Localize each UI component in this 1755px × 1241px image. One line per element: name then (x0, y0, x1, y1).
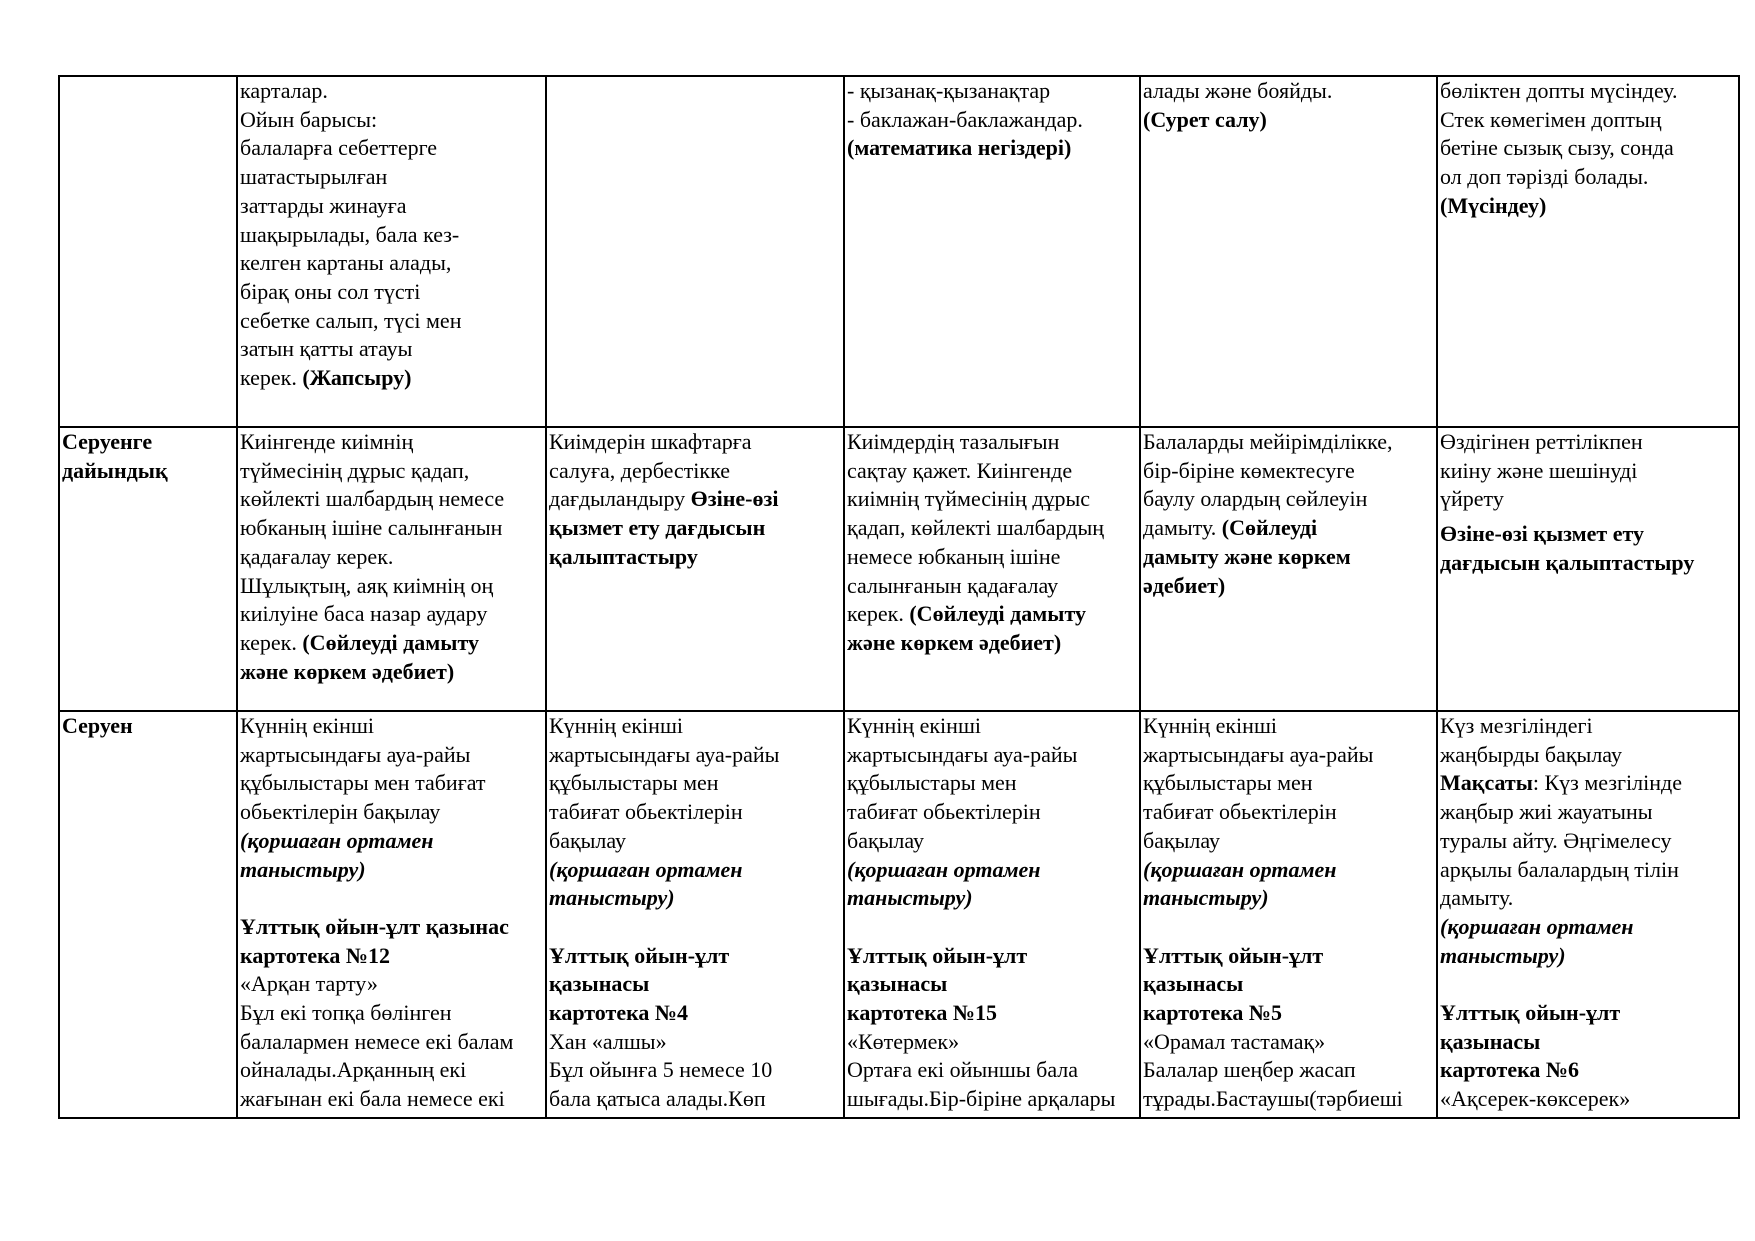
game-title: Ұлттық ойын-ұлт қазынас (240, 913, 509, 939)
cell-text: табиғат обьектілерін (549, 799, 743, 825)
subject-label: (қоршаған ортамен (1440, 913, 1634, 939)
cell-text: «Арқан тарту» (240, 971, 378, 997)
table-cell (546, 76, 844, 427)
cell-text: Киімдерін шкафтарға (549, 429, 752, 454)
cell-text: балаларға себеттерге (240, 135, 438, 161)
game-title: картотека №15 (847, 1000, 998, 1026)
table-cell (1140, 76, 1437, 427)
subject-label: (қоршаған ортамен (847, 856, 1041, 882)
game-title: қазынасы (1143, 971, 1244, 997)
cell-text: затын қатты атауы (240, 336, 413, 362)
cell-text: Шұлықтың, аяқ киімнің оң (240, 572, 494, 598)
cell-text: қадағалау керек. (240, 543, 394, 569)
cell-text: дағдыландыру (549, 486, 691, 512)
cell-text: «Ақсерек-көксерек» (1440, 1086, 1631, 1112)
game-title: картотека №12 (240, 942, 391, 968)
game-title: картотека №5 (1143, 1000, 1283, 1026)
cell-text: юбканың ішіне салынғанын (240, 515, 503, 541)
cell-text: бақылау (847, 827, 925, 853)
cell-text-line (1440, 769, 1738, 798)
subject-label: Өзіне-өзі (690, 486, 779, 512)
cell-text: дамыту. (1440, 885, 1514, 911)
table-cell (844, 711, 1140, 1118)
cell-text: киімнің түймесінің дұрыс (847, 486, 1091, 512)
cell-text: көйлекті шалбардың немесе (240, 486, 505, 512)
table-cell (546, 711, 844, 1118)
cell-text: «Орамал тастамақ» (1143, 1028, 1326, 1054)
table-cell (546, 427, 844, 711)
cell-text: немесе юбканың ішіне (847, 543, 1061, 569)
subject-label: (Сөйлеуді дамыту (909, 601, 1086, 627)
game-title: картотека №6 (1440, 1057, 1580, 1083)
table-cell (237, 711, 546, 1118)
cell-text-line (847, 600, 1139, 629)
cell-text: бөліктен допты мүсіндеу. (1440, 78, 1678, 103)
subject-label: дамыту және көркем (1143, 543, 1351, 569)
cell-text-line (240, 364, 545, 393)
spacer (1143, 913, 1436, 942)
game-title: Ұлттық ойын-ұлт (847, 942, 1028, 968)
subject-label: (қоршаған ортамен (1143, 856, 1337, 882)
cell-text: Бұл ойынға 5 немесе 10 (549, 1057, 773, 1083)
subject-label: Өзіне-өзі қызмет ету (1440, 521, 1645, 547)
subject-label: (Сөйлеуді (1221, 515, 1318, 541)
cell-text: тұрады.Бастаушы(тәрбиеші (1143, 1086, 1403, 1112)
subject-label: таныстыру) (847, 885, 973, 911)
cell-text: жартысындағы ауа-райы (847, 741, 1078, 767)
subject-label: дағдысын қалыптастыру (1440, 549, 1695, 575)
game-title: қазынасы (847, 971, 948, 997)
cell-text: құбылыстары мен (1143, 770, 1313, 796)
cell-text: керек. (240, 629, 303, 655)
table-row (59, 427, 1739, 711)
table-cell (844, 427, 1140, 711)
subject-label: (қоршаған ортамен (240, 827, 434, 853)
subject-label: қалыптастыру (549, 543, 698, 569)
cell-text: Күннің екінші (549, 713, 683, 738)
cell-text: киілуіне баса назар аудару (240, 601, 488, 627)
game-title: Ұлттық ойын-ұлт (1143, 942, 1324, 968)
cell-text: «Көтермек» (847, 1028, 960, 1054)
cell-text: шығады.Бір-біріне арқалары (847, 1086, 1116, 1112)
cell-text: Күннің екінші (1143, 713, 1277, 738)
cell-text: бірақ оны сол түсті (240, 278, 421, 304)
cell-text: жаңбырды бақылау (1440, 741, 1622, 767)
row-label: дайындық (62, 457, 168, 483)
row-label-cell (59, 76, 237, 427)
cell-text: обьектілерін бақылау (240, 799, 441, 825)
cell-text: Стек көмегімен доптың (1440, 106, 1662, 132)
cell-text: салуға, дербестікке (549, 457, 731, 483)
row-label-cell (59, 711, 237, 1118)
game-title: қазынасы (1440, 1028, 1541, 1054)
cell-text: ойналады.Арқанның екі (240, 1057, 467, 1083)
subject-label: және көркем әдебиет) (240, 658, 455, 684)
cell-text: керек. (847, 601, 910, 627)
cell-text: жартысындағы ауа-райы (549, 741, 780, 767)
cell-text: Өздігінен реттілікпен (1440, 429, 1643, 454)
cell-text: Киінгенде киімнің (240, 429, 414, 454)
cell-text: келген картаны алады, (240, 250, 452, 276)
cell-text: арқылы балалардың тілін (1440, 856, 1679, 882)
game-title: картотека №4 (549, 1000, 689, 1026)
cell-text: дамыту. (1143, 515, 1222, 541)
goal-label: Мақсаты (1440, 770, 1533, 796)
cell-text: Ортаға екі ойыншы бала (847, 1057, 1079, 1083)
schedule-table (58, 75, 1740, 1119)
spacer (847, 913, 1139, 942)
subject-label: және көркем әдебиет) (847, 629, 1062, 655)
subject-label: (Жапсыру) (302, 365, 412, 391)
table-cell (1437, 711, 1739, 1118)
cell-text: бала қатыса алады.Көп (549, 1086, 766, 1112)
subject-label: (қоршаған ортамен (549, 856, 743, 882)
cell-text-line (1143, 514, 1436, 543)
cell-text: - қызанақ-қызанақтар (847, 78, 1051, 103)
game-title: қазынасы (549, 971, 650, 997)
table-row (59, 76, 1739, 427)
cell-text: жағынан екі бала немесе екі (240, 1086, 505, 1112)
cell-text: Күз мезгіліндегі (1440, 713, 1593, 738)
cell-text: құбылыстары мен (847, 770, 1017, 796)
row-label: Серуенге (62, 429, 153, 454)
cell-text: үйрету (1440, 486, 1504, 512)
cell-text: Балалар шеңбер жасап (1143, 1057, 1356, 1083)
cell-text: құбылыстары мен табиғат (240, 770, 486, 796)
subject-label: таныстыру) (549, 885, 675, 911)
cell-text: : Күз мезгілінде (1532, 770, 1682, 796)
game-title: Ұлттық ойын-ұлт (1440, 1000, 1621, 1026)
cell-text: бір-біріне көмектесуге (1143, 457, 1355, 483)
cell-text: бақылау (549, 827, 627, 853)
cell-text: заттарды жинауға (240, 192, 407, 218)
cell-text: Балаларды мейірімділікке, (1143, 429, 1393, 454)
cell-text: шақырылады, бала кез- (240, 221, 460, 247)
row-label: Серуен (62, 713, 133, 738)
cell-text: сақтау қажет. Киінгенде (847, 457, 1073, 483)
cell-text: - баклажан-баклажандар. (847, 106, 1083, 132)
spacer (240, 884, 545, 913)
cell-text: жартысындағы ауа-райы (1143, 741, 1374, 767)
table-cell (1140, 427, 1437, 711)
subject-label: (Сурет салу) (1143, 106, 1267, 132)
table-cell (237, 76, 546, 427)
cell-text: алады және бояйды. (1143, 78, 1333, 103)
spacer (549, 913, 843, 942)
table-cell (844, 76, 1140, 427)
cell-text: табиғат обьектілерін (847, 799, 1041, 825)
subject-label: (математика негіздері) (847, 135, 1072, 161)
cell-text: карталар. (240, 78, 328, 103)
table-cell (1437, 76, 1739, 427)
subject-label: қызмет ету дағдысын (549, 515, 766, 541)
table-cell (1437, 427, 1739, 711)
cell-text: киіну және шешінуді (1440, 457, 1638, 483)
cell-text: Хан «алшы» (549, 1028, 667, 1054)
cell-text: құбылыстары мен (549, 770, 719, 796)
cell-text: туралы айту. Әңгімелесу (1440, 827, 1672, 853)
cell-text: Күннің екінші (847, 713, 981, 738)
cell-text: қадап, көйлекті шалбардың (847, 515, 1105, 541)
subject-label: (Мүсіндеу) (1440, 192, 1547, 218)
cell-text: ол доп тәрізді болады. (1440, 164, 1649, 190)
cell-text: Күннің екінші (240, 713, 374, 738)
table-cell (1140, 711, 1437, 1118)
table-cell (237, 427, 546, 711)
spacer (1440, 970, 1738, 999)
cell-text: баулу олардың сөйлеуін (1143, 486, 1368, 512)
cell-text: керек. (240, 365, 303, 391)
subject-label: таныстыру) (1143, 885, 1269, 911)
cell-text-line (240, 629, 545, 658)
cell-text: табиғат обьектілерін (1143, 799, 1337, 825)
subject-label: әдебиет) (1143, 572, 1226, 598)
cell-text: түймесінің дұрыс қадап, (240, 457, 470, 483)
subject-label: таныстыру) (240, 856, 366, 882)
cell-text: Бұл екі топқа бөлінген (240, 1000, 452, 1026)
cell-text: шатастырылған (240, 164, 388, 190)
table-row (59, 711, 1739, 1118)
cell-text: жаңбыр жиі жауатыны (1440, 799, 1653, 825)
cell-text: бетіне сызық сызу, сонда (1440, 135, 1674, 161)
game-title: Ұлттық ойын-ұлт (549, 942, 730, 968)
cell-text: Киімдердің тазалығын (847, 429, 1060, 454)
subject-label: (Сөйлеуді дамыту (302, 629, 479, 655)
cell-text: бақылау (1143, 827, 1221, 853)
row-label-cell (59, 427, 237, 711)
cell-text: Ойын барысы: (240, 106, 378, 132)
cell-text: салынғанын қадағалау (847, 572, 1059, 598)
cell-text-line (549, 485, 843, 514)
cell-text: себетке салып, түсі мен (240, 307, 462, 333)
subject-label: таныстыру) (1440, 942, 1566, 968)
cell-text: жартысындағы ауа-райы (240, 741, 471, 767)
cell-text: балалармен немесе екі балам (240, 1028, 514, 1054)
